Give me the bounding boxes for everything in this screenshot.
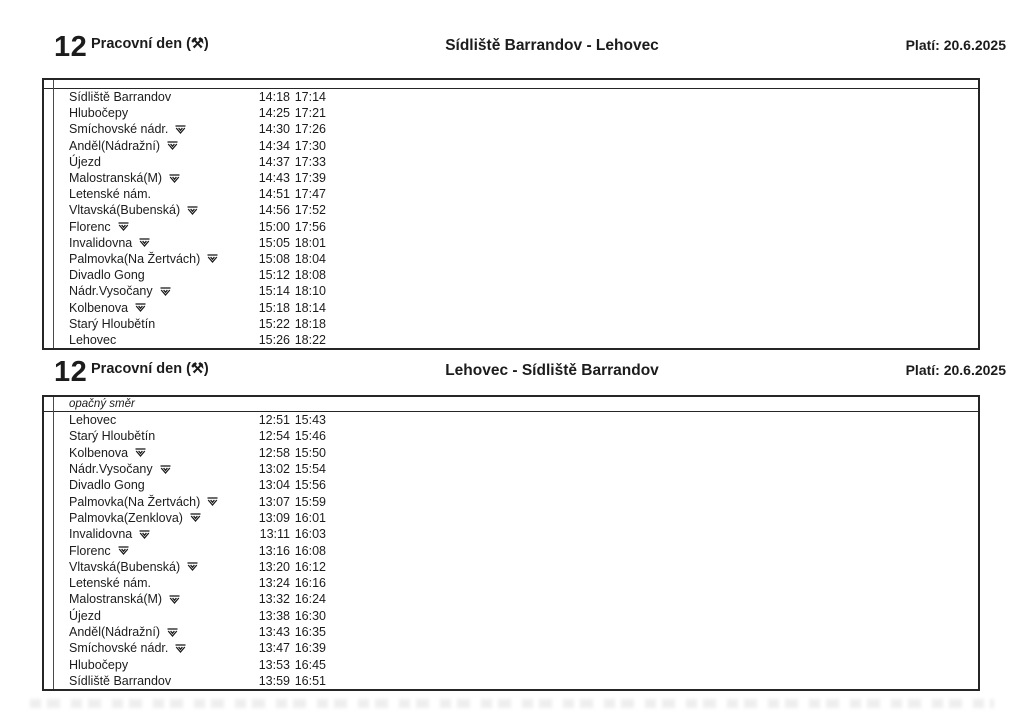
departure-time-1: 13:32 — [258, 592, 290, 607]
metro-icon — [207, 497, 218, 506]
departure-time-1: 13:04 — [258, 478, 290, 493]
timetable-row — [44, 105, 978, 121]
departure-time-1: 15:12 — [258, 268, 290, 283]
departure-time-1: 13:20 — [258, 559, 290, 574]
validity-label: Platí: 20.6.2025 — [905, 37, 1006, 53]
departure-time-1: 13:11 — [259, 527, 290, 542]
departure-time-2: 16:12 — [294, 559, 326, 574]
day-type-label: Pracovní den (⚒) — [91, 361, 209, 377]
timetable-row — [44, 316, 978, 332]
stop-name: Malostranská(M) — [69, 592, 163, 607]
departure-time-1: 12:58 — [258, 445, 290, 460]
departure-time-2: 16:39 — [294, 641, 326, 656]
departure-time-2: 17:30 — [294, 138, 326, 153]
departure-time-1: 13:43 — [258, 625, 290, 639]
departure-time-1: 13:02 — [258, 462, 290, 477]
route-title: Lehovec - Sídliště Barrandov — [445, 362, 659, 379]
stop-name: Anděl(Nádražní) — [69, 625, 161, 639]
departure-time-1: 14:37 — [258, 154, 290, 169]
departure-time-2: 15:54 — [294, 462, 326, 477]
stop-name: Florenc — [69, 219, 111, 234]
timetable-row — [44, 542, 978, 558]
timetable-outbound — [42, 78, 980, 350]
metro-icon — [169, 174, 180, 183]
print-bleed-artifact — [30, 699, 994, 708]
timetable-row — [44, 332, 978, 348]
metro-icon — [167, 628, 178, 637]
stop-name: Palmovka(Na Žertvách) — [69, 251, 201, 266]
metro-icon — [118, 222, 129, 231]
timetable-row — [44, 559, 978, 575]
timetable-row — [44, 510, 978, 526]
metro-icon — [175, 644, 186, 653]
timetable-row — [44, 477, 978, 493]
departure-time-2: 17:14 — [294, 90, 326, 105]
departure-time-2: 18:10 — [294, 284, 326, 299]
metro-icon — [139, 530, 150, 539]
timetable-row — [44, 219, 978, 235]
departure-time-1: 14:43 — [258, 171, 290, 186]
departure-time-2: 17:21 — [294, 106, 326, 121]
departure-time-1: 15:26 — [258, 332, 290, 347]
timetable-row — [44, 624, 978, 640]
departure-time-2: 16:03 — [294, 527, 326, 542]
timetable-row — [44, 526, 978, 542]
stop-name: Sídliště Barrandov — [69, 90, 172, 105]
timetable-row — [44, 89, 978, 105]
departure-time-1: 13:53 — [258, 657, 290, 672]
metro-icon — [207, 254, 218, 263]
metro-icon — [169, 595, 180, 604]
timetable-row — [44, 575, 978, 591]
metro-icon — [135, 303, 146, 312]
timetable-row — [44, 235, 978, 251]
stop-name: Nádr.Vysočany — [69, 284, 153, 299]
timetable-row — [44, 299, 978, 315]
departure-time-2: 18:04 — [294, 251, 326, 266]
timetable-row — [44, 640, 978, 656]
line-number: 12 — [54, 356, 88, 388]
departure-time-1: 13:07 — [258, 494, 290, 509]
departure-time-2: 17:33 — [294, 154, 326, 169]
departure-time-2: 15:56 — [294, 478, 326, 493]
timetable-row — [44, 283, 978, 299]
departure-time-2: 17:26 — [294, 122, 326, 137]
departure-time-2: 15:46 — [294, 429, 326, 444]
departure-time-2: 18:01 — [294, 235, 326, 250]
departure-time-2: 18:14 — [294, 300, 326, 315]
section-1-header — [0, 32, 1024, 72]
departure-time-1: 13:47 — [258, 641, 290, 656]
timetable-row — [44, 186, 978, 202]
timetable-row — [44, 170, 978, 186]
departure-time-2: 15:43 — [294, 413, 326, 428]
timetable-row — [44, 267, 978, 283]
stop-name: Sídliště Barrandov — [69, 673, 172, 688]
departure-time-2: 15:50 — [294, 445, 326, 460]
metro-icon — [167, 141, 178, 150]
stop-name: Palmovka(Na Žertvách) — [69, 494, 201, 509]
departure-time-1: 13:38 — [258, 608, 290, 623]
timetable-row — [44, 673, 978, 689]
stop-name: Lehovec — [69, 413, 117, 428]
metro-icon — [139, 238, 150, 247]
stop-name: Invalidovna — [69, 235, 133, 250]
stop-name: Starý Hloubětín — [69, 429, 156, 444]
timetable-row — [44, 608, 978, 624]
departure-time-2: 18:08 — [294, 268, 326, 283]
timetable-row — [44, 656, 978, 672]
departure-time-1: 14:25 — [258, 106, 290, 121]
section-2-header — [0, 357, 1024, 397]
stop-name: Vltavská(Bubenská) — [69, 203, 181, 218]
departure-time-2: 16:35 — [294, 625, 326, 639]
timetable-row — [44, 428, 978, 444]
timetable-row — [44, 591, 978, 607]
stop-name: Smíchovské nádr. — [69, 122, 169, 137]
departure-time-1: 13:09 — [258, 510, 290, 525]
day-type-label: Pracovní den (⚒) — [91, 36, 209, 52]
departure-time-1: 14:30 — [258, 122, 290, 137]
timetable-row — [44, 138, 978, 154]
metro-icon — [187, 206, 198, 215]
stop-rows-container — [44, 412, 978, 689]
departure-time-1: 15:08 — [258, 251, 290, 266]
departure-time-1: 13:59 — [258, 673, 290, 688]
departure-time-1: 14:51 — [258, 187, 290, 202]
stop-name: Florenc — [69, 543, 111, 558]
stop-name: Letenské nám. — [69, 187, 151, 202]
timetable-row — [44, 202, 978, 218]
departure-time-1: 12:54 — [258, 429, 290, 444]
timetable-row — [44, 461, 978, 477]
stop-name: Smíchovské nádr. — [69, 641, 169, 656]
stop-name: Kolbenova — [69, 300, 129, 315]
departure-time-2: 17:39 — [294, 171, 326, 186]
departure-time-1: 15:05 — [258, 235, 290, 250]
stop-name: Lehovec — [69, 332, 117, 347]
stop-name: Vltavská(Bubenská) — [69, 559, 181, 574]
stop-name: Starý Hloubětín — [69, 316, 156, 331]
metro-icon — [160, 465, 171, 474]
timetable-row — [44, 154, 978, 170]
stop-name: Palmovka(Zenklova) — [69, 510, 183, 525]
stop-name: Letenské nám. — [69, 576, 151, 591]
table-note — [44, 80, 978, 89]
departure-time-1: 13:16 — [258, 543, 290, 558]
departure-time-1: 15:00 — [258, 219, 290, 234]
route-title: Sídliště Barrandov - Lehovec — [445, 37, 659, 54]
table-note-opposite-direction: opačný směr — [44, 397, 978, 412]
stop-name: Nádr.Vysočany — [69, 462, 153, 477]
departure-time-2: 16:30 — [294, 608, 326, 623]
departure-time-1: 14:18 — [258, 90, 290, 105]
timetable-row — [44, 412, 978, 428]
stop-name: Divadlo Gong — [69, 478, 145, 493]
stop-name: Újezd — [69, 608, 101, 623]
departure-time-2: 16:51 — [294, 673, 326, 688]
departure-time-1: 12:51 — [258, 413, 290, 428]
departure-time-2: 16:16 — [294, 576, 326, 591]
metro-icon — [175, 125, 186, 134]
timetable-row — [44, 121, 978, 137]
departure-time-1: 14:56 — [258, 203, 290, 218]
departure-time-2: 16:45 — [294, 657, 326, 672]
stop-name: Malostranská(M) — [69, 171, 163, 186]
metro-icon — [118, 546, 129, 555]
stop-rows-container — [44, 89, 978, 348]
stop-name: Divadlo Gong — [69, 268, 145, 283]
departure-time-2: 16:24 — [294, 592, 326, 607]
stop-name: Kolbenova — [69, 445, 129, 460]
departure-time-2: 17:47 — [294, 187, 326, 202]
timetable-return — [42, 395, 980, 691]
stop-name: Hlubočepy — [69, 657, 129, 672]
departure-time-2: 17:52 — [294, 203, 326, 218]
timetable-row — [44, 493, 978, 509]
departure-time-1: 13:24 — [258, 576, 290, 591]
metro-icon — [187, 562, 198, 571]
departure-time-1: 15:18 — [258, 300, 290, 315]
validity-label: Platí: 20.6.2025 — [905, 362, 1006, 378]
line-number: 12 — [54, 31, 88, 63]
departure-time-2: 16:01 — [294, 510, 326, 525]
timetable-row — [44, 445, 978, 461]
metro-icon — [135, 448, 146, 457]
departure-time-2: 17:56 — [294, 219, 326, 234]
stop-name: Anděl(Nádražní) — [69, 138, 161, 153]
timetable-row — [44, 251, 978, 267]
metro-icon — [190, 513, 201, 522]
departure-time-2: 15:59 — [294, 494, 326, 509]
stop-name: Újezd — [69, 154, 101, 169]
departure-time-1: 15:22 — [258, 316, 290, 331]
metro-icon — [160, 287, 171, 296]
departure-time-1: 15:14 — [258, 284, 290, 299]
stop-name: Hlubočepy — [69, 106, 129, 121]
departure-time-2: 16:08 — [294, 543, 326, 558]
departure-time-1: 14:34 — [258, 138, 290, 153]
departure-time-2: 18:18 — [294, 316, 326, 331]
stop-name: Invalidovna — [69, 527, 133, 542]
departure-time-2: 18:22 — [294, 332, 326, 347]
